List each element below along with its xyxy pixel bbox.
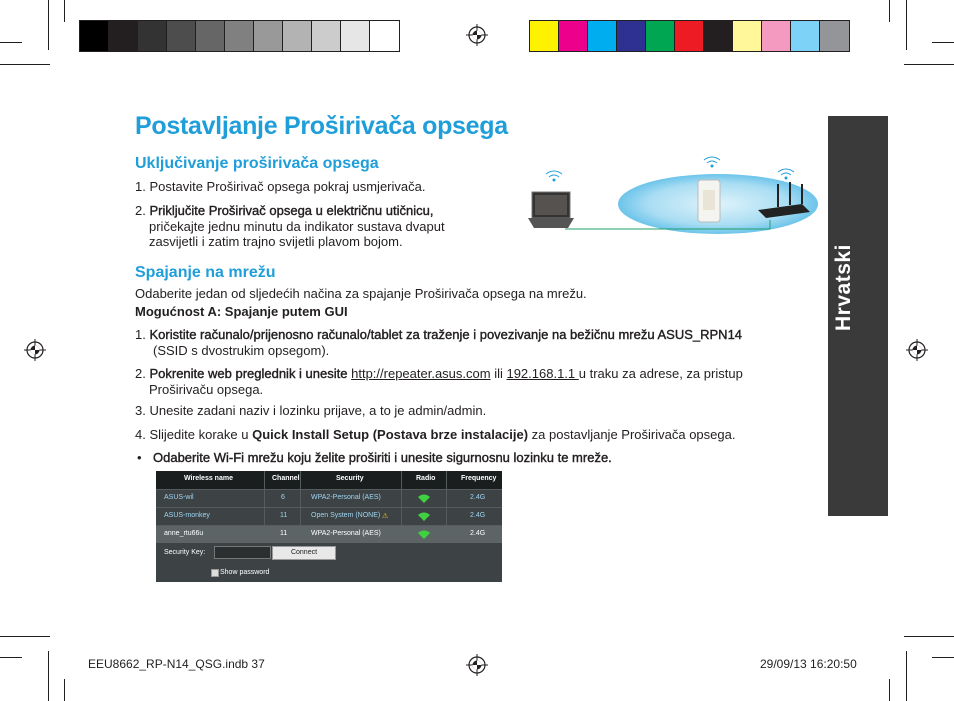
crop-mark (889, 679, 890, 701)
network-security: Open System (NONE) (311, 512, 381, 519)
gui-step-1-line-2: (SSID s dvostrukim opsegom). (153, 343, 330, 358)
laptop-icon (528, 192, 574, 228)
or-text: ili (490, 366, 507, 381)
show-password-label: Show password (220, 569, 270, 576)
gui-step-2-bold: Pokrenite web preglednik i unesite (149, 366, 348, 381)
network-security: WPA2-Personal (AES) (311, 494, 381, 501)
signal-strength-icon (418, 512, 430, 521)
registration-mark-icon (24, 339, 46, 361)
footer-file-info: EEU8662_RP-N14_QSG.indb 37 (88, 657, 265, 671)
color-swatch (791, 21, 820, 51)
network-channel: 11 (280, 512, 288, 519)
signal-strength-icon (418, 494, 430, 503)
crop-mark (906, 651, 907, 701)
network-channel: 6 (281, 494, 285, 501)
gray-swatch (225, 21, 254, 51)
color-swatch (762, 21, 791, 51)
color-swatch (646, 21, 675, 51)
crop-mark (932, 657, 954, 658)
table-row[interactable] (156, 507, 502, 525)
gui-step-2-line-2: Proširivaču opsega. (149, 382, 264, 397)
section-heading-connect: Spajanje na mrežu (135, 264, 276, 281)
crop-mark (0, 64, 50, 65)
network-frequency: 2.4G (470, 512, 486, 519)
crop-mark (0, 657, 22, 658)
gray-swatch (370, 21, 399, 51)
gui-step-1-number: 1. (135, 327, 150, 342)
gray-swatch (312, 21, 341, 51)
gray-swatch (196, 21, 225, 51)
gray-swatch (167, 21, 196, 51)
header-wireless-name: Wireless name (184, 475, 233, 482)
header-frequency: Frequency (461, 475, 497, 482)
ip-address-link[interactable]: 192.168.1.1 (506, 366, 579, 381)
security-key-input[interactable] (214, 546, 271, 559)
step-2-line-2: pričekajte jednu minutu da indikator sustava dvaput (149, 219, 445, 234)
color-swatch (617, 21, 646, 51)
bullet-point: • (137, 450, 142, 465)
network-frequency: 2.4G (470, 530, 486, 537)
gray-swatch (341, 21, 370, 51)
page-title: Postavljanje Proširivača opsega (135, 112, 508, 140)
security-key-label: Security Key: (164, 549, 206, 556)
connect-intro-text: Odaberite jedan od sljedećih načina za spajanje Proširivača opsega na mrežu. (135, 286, 587, 301)
process-color-bar (529, 20, 850, 52)
gray-swatch (109, 21, 138, 51)
signal-strength-icon (418, 530, 430, 539)
crop-mark (906, 0, 907, 50)
language-label: Hrvatski (832, 244, 855, 331)
gui-step-1-text (135, 327, 742, 343)
table-header (156, 471, 502, 489)
network-name: ASUS-monkey (164, 512, 210, 519)
network-name: ASUS-wil (164, 494, 194, 501)
header-channel: Channel (272, 475, 300, 482)
crop-mark (48, 651, 49, 701)
footer-timestamp: 29/09/13 16:20:50 (760, 657, 857, 671)
gui-step-1-bold: Koristite računalo/prijenosno računalo/tablet za traženje i povezivanje na bežičnu mrežu ASUS_RPN14 (149, 327, 743, 342)
header-security: Security (336, 475, 364, 482)
step-2-text (135, 203, 433, 219)
table-row-selected[interactable] (156, 525, 502, 543)
gui-step-2-number: 2. (135, 366, 150, 381)
gui-step-4-prefix: 4. Slijedite korake u (135, 427, 253, 442)
step-2-line-3: zasvijetli i zatim trajno svijetli plavom bojom. (149, 234, 403, 249)
crop-mark (889, 0, 890, 22)
network-frequency: 2.4G (470, 494, 486, 501)
gui-step-3-text: 3. Unesite zadani naziv i lozinku prijave, a to je admin/admin. (135, 403, 487, 418)
grayscale-color-bar (79, 20, 400, 52)
color-swatch (820, 21, 849, 51)
color-swatch (588, 21, 617, 51)
header-radio: Radio (416, 475, 436, 482)
color-swatch (675, 21, 704, 51)
quick-install-setup-label: Quick Install Setup (Postava brze instalacije) (252, 427, 529, 442)
warning-icon: ⚠ (382, 513, 389, 520)
gui-step-4-suffix: za postavljanje Proširivača opsega. (528, 427, 736, 442)
extender-setup-illustration (520, 152, 820, 252)
crop-mark (0, 42, 22, 43)
step-1-text: 1. Postavite Proširivač opsega pokraj usmjerivača. (135, 179, 426, 194)
crop-mark (932, 42, 954, 43)
network-channel: 11 (280, 530, 288, 537)
registration-mark-icon (906, 339, 928, 361)
crop-mark (904, 64, 954, 65)
gray-swatch (138, 21, 167, 51)
network-name: anne_rtu66u (164, 530, 204, 537)
crop-mark (64, 0, 65, 22)
language-side-tab (828, 116, 888, 516)
repeater-url-link[interactable]: http://repeater.asus.com (351, 366, 491, 381)
crop-mark (64, 679, 65, 701)
method-a-heading: Mogućnost A: Spajanje putem GUI (135, 304, 348, 319)
connect-button[interactable]: Connect (272, 546, 336, 560)
show-password-checkbox[interactable] (211, 569, 219, 577)
color-swatch (704, 21, 733, 51)
bullet-text: Odaberite Wi-Fi mrežu koju želite proširiti i unesite sigurnosnu lozinku te mreže. (153, 450, 612, 465)
gui-step-2-text (135, 366, 743, 382)
step-2-number: 2. (135, 203, 150, 218)
color-swatch (559, 21, 588, 51)
color-swatch (733, 21, 762, 51)
gray-swatch (80, 21, 109, 51)
network-security: WPA2-Personal (AES) (311, 530, 381, 537)
color-swatch (530, 21, 559, 51)
crop-mark (904, 636, 954, 637)
gui-step-4-text (135, 427, 735, 443)
gui-step-2-rest: u traku za adrese, za pristup (578, 366, 743, 381)
step-2-bold: Priključite Proširivač opsega u električnu utičnicu, (149, 203, 434, 218)
registration-mark-icon (466, 24, 488, 46)
section-heading-power-on: Uključivanje proširivača opsega (135, 155, 379, 172)
crop-mark (0, 636, 50, 637)
registration-mark-icon (466, 654, 488, 676)
table-row[interactable] (156, 489, 502, 507)
gray-swatch (283, 21, 312, 51)
wifi-network-list-screenshot (156, 471, 502, 582)
crop-mark (48, 0, 49, 50)
extender-device-icon (698, 180, 720, 222)
gray-swatch (254, 21, 283, 51)
